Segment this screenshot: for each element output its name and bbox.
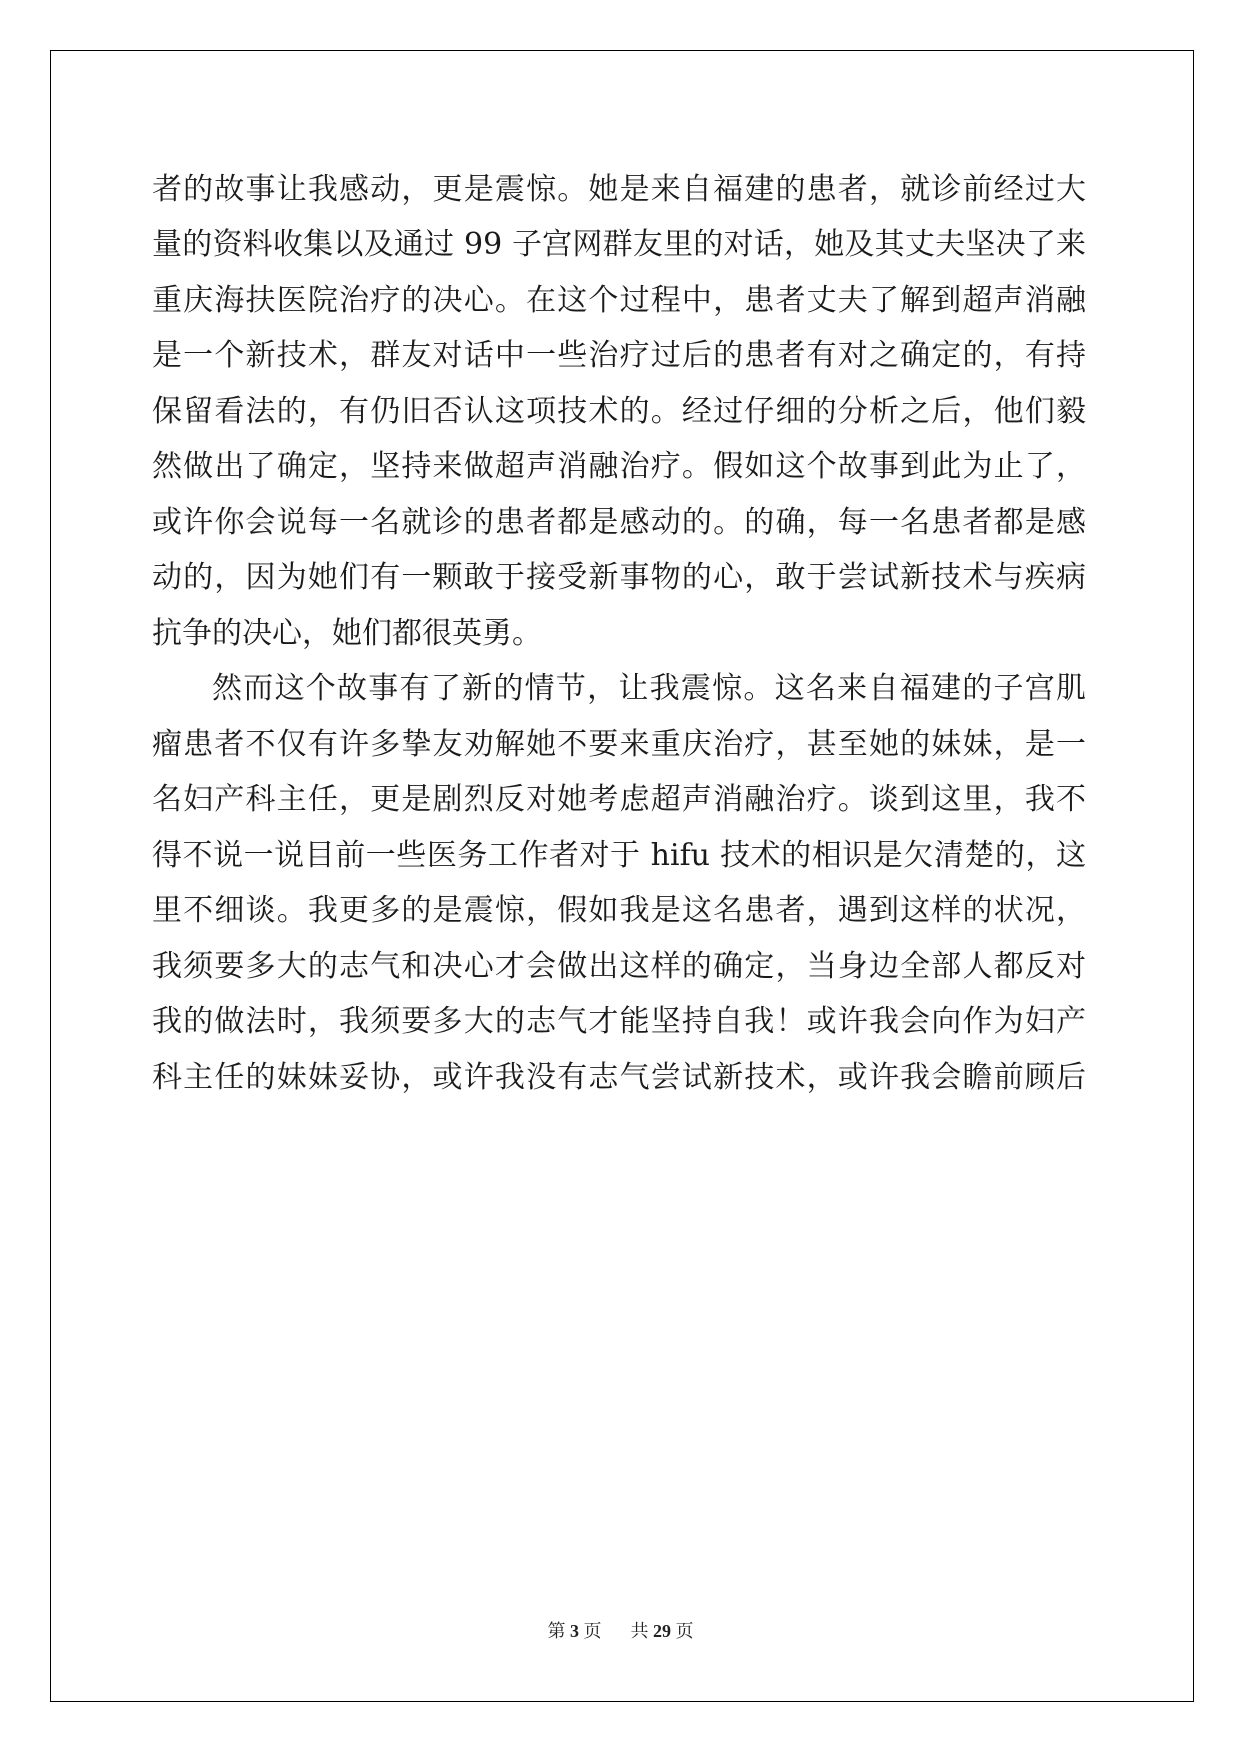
text-line: 名妇产科主任，更是剧烈反对她考虑超声消融治疗。谈到这里，我不: [152, 782, 1086, 817]
page-prefix: 第: [547, 1621, 566, 1641]
text-line: 者的故事让我感动，更是震惊。她是来自福建的患者，就诊前经过大: [152, 172, 1086, 207]
total-suffix: 页: [675, 1621, 694, 1641]
text-line: 动的，因为她们有一颗敢于接受新事物的心，敢于尝试新技术与疾病: [152, 560, 1086, 595]
text-line: 是一个新技术，群友对话中一些治疗过后的患者有对之确定的，有持: [152, 338, 1086, 373]
text-line: 得不说一说目前一些医务工作者对于 hifu 技术的相识是欠清楚的，这: [152, 838, 1086, 873]
text-line: 抗争的决心，她们都很英勇。: [152, 616, 542, 651]
text-line: 我的做法时，我须要多大的志气才能坚持自我！或许我会向作为妇产: [152, 1004, 1086, 1039]
text-line: 重庆海扶医院治疗的决心。在这个过程中，患者丈夫了解到超声消融: [152, 283, 1086, 318]
total-pages: 29: [653, 1621, 671, 1641]
page-suffix: 页: [583, 1621, 602, 1641]
text-line: 里不细谈。我更多的是震惊，假如我是这名患者，遇到这样的状况，: [152, 893, 1086, 928]
text-line: 保留看法的，有仍旧否认这项技术的。经过仔细的分析之后，他们毅: [152, 394, 1086, 429]
total-prefix: 共: [630, 1621, 649, 1641]
text-line: 瘤患者不仅有许多挚友劝解她不要来重庆治疗，甚至她的妹妹，是一: [152, 727, 1086, 762]
page-number: 3: [570, 1621, 579, 1641]
text-line: 量的资料收集以及通过 99 子宫网群友里的对话，她及其丈夫坚决了来: [152, 227, 1086, 262]
text-line: 或许你会说每一名就诊的患者都是感动的。的确，每一名患者都是感: [152, 505, 1086, 540]
page-footer: [0, 1619, 1241, 1643]
text-line: 我须要多大的志气和决心才会做出这样的确定，当身边全部人都反对: [152, 949, 1086, 984]
text-line: 然做出了确定，坚持来做超声消融治疗。假如这个故事到此为止了，: [152, 449, 1086, 484]
paragraph-first-line: 然而这个故事有了新的情节，让我震惊。这名来自福建的子宫肌: [212, 671, 1086, 706]
text-line: 科主任的妹妹妥协，或许我没有志气尝试新技术，或许我会瞻前顾后: [152, 1060, 1086, 1095]
